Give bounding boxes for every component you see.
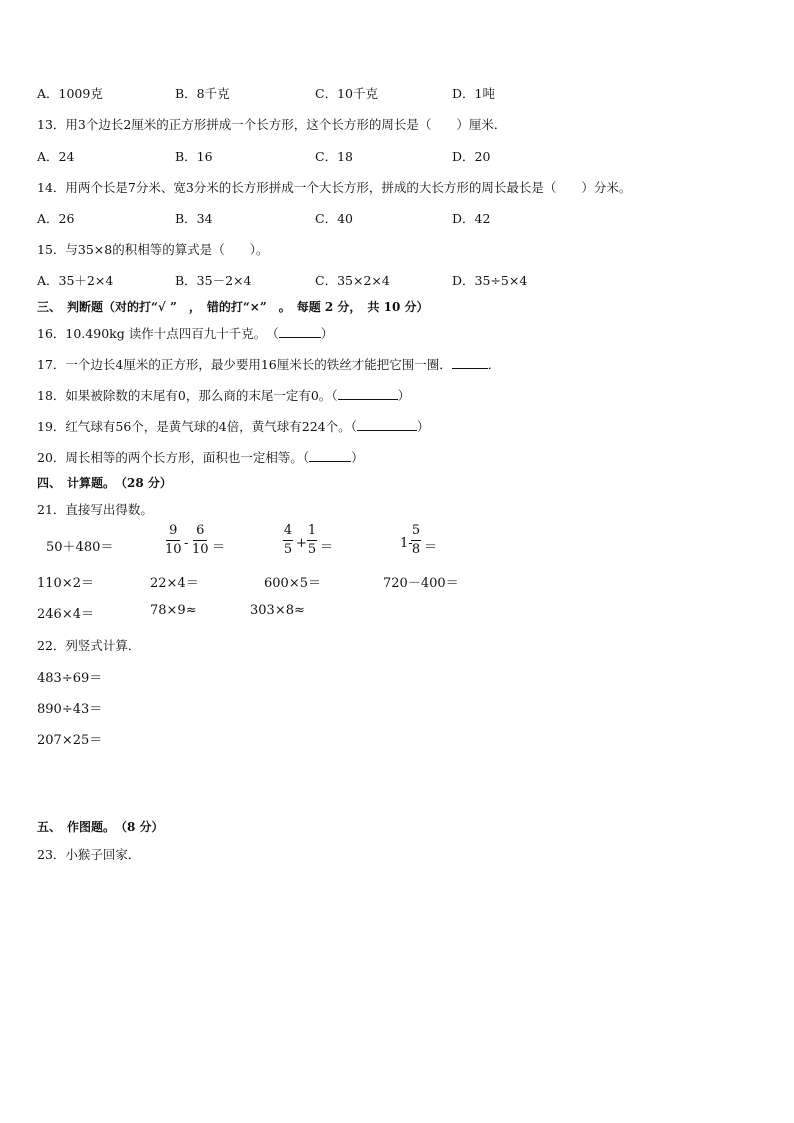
q13-option-b: B．16 [175,149,213,164]
q17-text [37,355,500,373]
one-minus: 1- [400,536,413,551]
numerator: 4 [283,523,293,538]
q15-option-b: B．35－2×4 [175,273,252,288]
equals-sign: ＝ [212,540,226,555]
q14-text: 14．用两个长是7分米、宽3分米的长方形拼成一个大长方形，拼成的大长方形的周长最长是（ ）分米。 [37,180,632,195]
fraction-6-10 [192,524,209,557]
q13-option-d: D．20 [452,149,491,164]
vertical-calc-890-div-43: 890÷43＝ [37,702,103,717]
q20-answer-blank[interactable] [309,449,351,462]
equals-sign: ＝ [320,540,334,555]
q19-prompt: 19．红气球有56个，是黄气球的4倍，黄气球有224个。（ [37,419,357,434]
q17-close: ． [487,357,501,372]
operator-minus: - [184,536,189,551]
q21-title: 21．直接写出得数。 [37,502,153,517]
q16-answer-blank[interactable] [279,325,321,338]
q13-option-a: A．24 [37,149,75,164]
q16-text [37,324,333,342]
q19-text [37,417,429,435]
q17-prompt: 17．一个边长4厘米的正方形，最少要用16厘米长的铁丝才能把它围一圈． [37,357,452,372]
q19-answer-blank[interactable] [357,418,417,431]
q15-option-a: A．35＋2×4 [37,273,114,288]
calc-78x9: 78×9≈ [150,603,197,618]
q14-option-b: B．34 [175,211,213,226]
denominator: 5 [307,542,317,557]
q12-option-a: A．1009克 [37,86,103,101]
calc-246x4: 246×4＝ [37,607,94,622]
q18-prompt: 18．如果被除数的末尾有0，那么商的末尾一定有0。（ [37,388,338,403]
vertical-calc-207x25: 207×25＝ [37,733,103,748]
q20-prompt: 20．周长相等的两个长方形，面积也一定相等。（ [37,450,310,465]
denominator: 5 [283,542,293,557]
equals-sign: ＝ [424,540,438,555]
denominator: 8 [411,542,421,557]
numerator: 6 [196,523,205,538]
q14-option-d: D．42 [452,211,491,226]
operator-plus: + [296,536,307,551]
q15-option-c: C．35×2×4 [315,273,390,288]
calc-50-plus-480: 50＋480＝ [46,540,114,555]
q19-close: ） [416,419,430,434]
calc-720-minus-400: 720－400＝ [383,576,459,591]
calc-600x5: 600×5＝ [264,576,321,591]
q13-text: 13．用3个边长2厘米的正方形拼成一个长方形，这个长方形的周长是（ ）厘米． [37,117,507,132]
fraction-4-5 [283,524,293,557]
section-5-heading: 五、 作图题。 （8 分） [37,820,164,834]
q12-option-b: B．8千克 [175,86,230,101]
q12-option-c: C．10千克 [315,86,378,101]
denominator: 10 [192,542,209,557]
q20-text [37,448,364,466]
calc-303x8: 303×8≈ [250,603,305,618]
q14-option-c: C．40 [315,211,353,226]
numerator: 9 [169,523,178,538]
q15-option-d: D．35÷5×4 [452,273,528,288]
q16-close: ） [320,326,334,341]
numerator: 1 [307,523,317,538]
q18-answer-blank[interactable] [338,387,398,400]
section-3-heading: 三、 判断题（对的打“√ ” ， 错的打“×” 。 每题 2 分， 共 10 分） [37,300,429,314]
q15-text: 15．与35×8的积相等的算式是（ ）。 [37,242,269,257]
calc-110x2: 110×2＝ [37,576,94,591]
q17-answer-blank[interactable] [452,356,488,369]
calc-22x4: 22×4＝ [150,576,199,591]
q12-option-d: D．1吨 [452,86,495,101]
q16-prompt: 16．10.490kg 读作十点四百九十千克。 （ [37,326,279,341]
q23-text: 23．小猴子回家． [37,847,141,862]
q18-text [37,386,410,404]
q20-close: ） [351,450,364,465]
q14-option-a: A．26 [37,211,75,226]
fraction-5-8 [411,524,421,557]
q13-option-c: C．18 [315,149,353,164]
q18-close: ） [397,388,411,403]
fraction-9-10 [165,524,182,557]
denominator: 10 [165,542,182,557]
numerator: 5 [411,523,421,538]
q22-title: 22．列竖式计算． [37,638,141,653]
vertical-calc-483-div-69: 483÷69＝ [37,671,103,686]
fraction-1-5 [307,524,317,557]
section-4-heading: 四、 计算题。 （28 分） [37,476,172,490]
